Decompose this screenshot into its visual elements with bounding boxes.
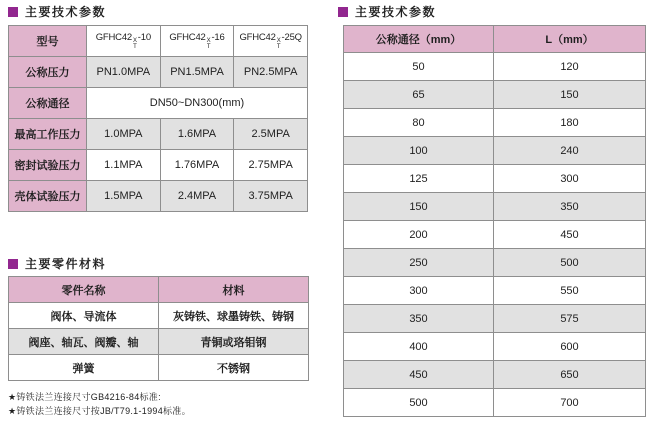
value-cell: PN1.5MPA [160, 57, 234, 88]
col-header-nominal-diameter: 公称通径（mm） [344, 26, 494, 53]
value-cell: 1.76MPA [160, 150, 234, 181]
row-label-max-working-pressure: 最高工作压力 [9, 119, 87, 150]
section-header-materials [8, 257, 308, 270]
table-row [344, 305, 646, 333]
part-name-cell: 阀座、轴瓦、阀瓣、轴 [9, 329, 159, 355]
model-sub: T [206, 44, 211, 50]
value-cell: PN1.0MPA [87, 57, 161, 88]
table-header-row [9, 277, 309, 303]
table-header-row [344, 26, 646, 53]
col-header-material: 材料 [159, 277, 309, 303]
l-cell: 120 [494, 53, 646, 81]
l-cell: 150 [494, 81, 646, 109]
table-row-seal-test-pressure [9, 150, 308, 181]
square-bullet-icon [338, 7, 348, 17]
model-sub: T [133, 44, 137, 50]
table-row [344, 53, 646, 81]
table-row [344, 193, 646, 221]
dn-cell: 150 [344, 193, 494, 221]
part-name-cell: 弹簧 [9, 355, 159, 381]
model-suffix: -16 [211, 31, 225, 43]
table-row [344, 361, 646, 389]
value-cell: 1.1MPA [87, 150, 161, 181]
dimensions-table [343, 25, 646, 417]
part-name-cell: 阀体、导流体 [9, 303, 159, 329]
l-cell: 550 [494, 277, 646, 305]
dn-cell: 350 [344, 305, 494, 333]
value-cell: 2.75MPA [234, 150, 308, 181]
l-cell: 650 [494, 361, 646, 389]
material-cell: 不锈钢 [159, 355, 309, 381]
l-cell: 180 [494, 109, 646, 137]
model-prefix: GFHC42 [169, 31, 206, 43]
model-fraction [277, 38, 281, 51]
footnotes [8, 390, 308, 418]
value-cell: 1.6MPA [160, 119, 234, 150]
section-title-dimensions: 主要技术参数 [355, 5, 437, 19]
col-header-length: L（mm） [494, 26, 646, 53]
table-row [9, 303, 309, 329]
dn-cell: 50 [344, 53, 494, 81]
table-row [344, 333, 646, 361]
l-cell: 575 [494, 305, 646, 333]
value-cell: PN2.5MPA [234, 57, 308, 88]
table-row [344, 137, 646, 165]
dn-cell: 400 [344, 333, 494, 361]
l-cell: 300 [494, 165, 646, 193]
table-row-model [9, 26, 308, 57]
value-cell: 1.5MPA [87, 181, 161, 212]
table-row [344, 165, 646, 193]
l-cell: 350 [494, 193, 646, 221]
footnote: ★铸铁法兰连接尺寸GB4216-84标准: [8, 392, 161, 402]
model-cell [160, 26, 234, 57]
square-bullet-icon [8, 7, 18, 17]
materials-table [8, 276, 309, 381]
section-title-materials: 主要零件材料 [25, 257, 107, 271]
model-sup: X [206, 37, 211, 44]
table-row-nominal-pressure [9, 57, 308, 88]
table-row [9, 329, 309, 355]
dn-cell: 100 [344, 137, 494, 165]
row-label-seal-test-pressure: 密封试验压力 [9, 150, 87, 181]
col-header-part-name: 零件名称 [9, 277, 159, 303]
model-suffix: -10 [137, 31, 151, 43]
dn-cell: 65 [344, 81, 494, 109]
row-label-model: 型号 [9, 26, 87, 57]
table-row-nominal-diameter [9, 88, 308, 119]
dn-cell: 300 [344, 277, 494, 305]
section-header-dimensions [338, 5, 646, 18]
row-label-nominal-pressure: 公称压力 [9, 57, 87, 88]
model-prefix: GFHC42 [95, 31, 132, 43]
l-cell: 450 [494, 221, 646, 249]
l-cell: 700 [494, 389, 646, 417]
row-label-nominal-diameter: 公称通径 [9, 88, 87, 119]
model-suffix: -25Q [281, 31, 302, 43]
l-cell: 240 [494, 137, 646, 165]
table-row [344, 109, 646, 137]
material-cell: 灰铸铁、球墨铸铁、铸钢 [159, 303, 309, 329]
table-row [344, 221, 646, 249]
model-prefix: GFHC42 [239, 31, 276, 43]
section-title-tech-params: 主要技术参数 [25, 5, 107, 19]
table-row [344, 277, 646, 305]
square-bullet-icon [8, 259, 18, 269]
table-row [344, 81, 646, 109]
footnote: ★铸铁法兰连接尺寸按JB/T79.1-1994标准。 [8, 406, 191, 416]
value-cell: 1.0MPA [87, 119, 161, 150]
row-label-shell-test-pressure: 壳体试验压力 [9, 181, 87, 212]
dn-cell: 80 [344, 109, 494, 137]
dn-cell: 450 [344, 361, 494, 389]
material-cell: 青铜或珞钼钢 [159, 329, 309, 355]
table-row [9, 355, 309, 381]
tech-params-table [8, 25, 308, 212]
dn-cell: 500 [344, 389, 494, 417]
dn-cell: 200 [344, 221, 494, 249]
model-fraction [133, 38, 137, 51]
model-cell [234, 26, 308, 57]
model-sup: X [132, 37, 137, 44]
table-row-shell-test-pressure [9, 181, 308, 212]
model-fraction [207, 38, 211, 51]
left-column [8, 5, 308, 418]
table-row [344, 389, 646, 417]
l-cell: 500 [494, 249, 646, 277]
section-header-tech-params [8, 5, 308, 18]
value-cell: 2.4MPA [160, 181, 234, 212]
value-cell-diameter-range: DN50~DN300(mm) [87, 88, 308, 119]
table-row [344, 249, 646, 277]
value-cell: 2.5MPA [234, 119, 308, 150]
model-sup: X [276, 37, 281, 44]
model-cell [87, 26, 161, 57]
model-sub: T [276, 44, 281, 50]
value-cell: 3.75MPA [234, 181, 308, 212]
dn-cell: 250 [344, 249, 494, 277]
dn-cell: 125 [344, 165, 494, 193]
l-cell: 600 [494, 333, 646, 361]
right-column [338, 5, 646, 417]
table-row-max-working-pressure [9, 119, 308, 150]
